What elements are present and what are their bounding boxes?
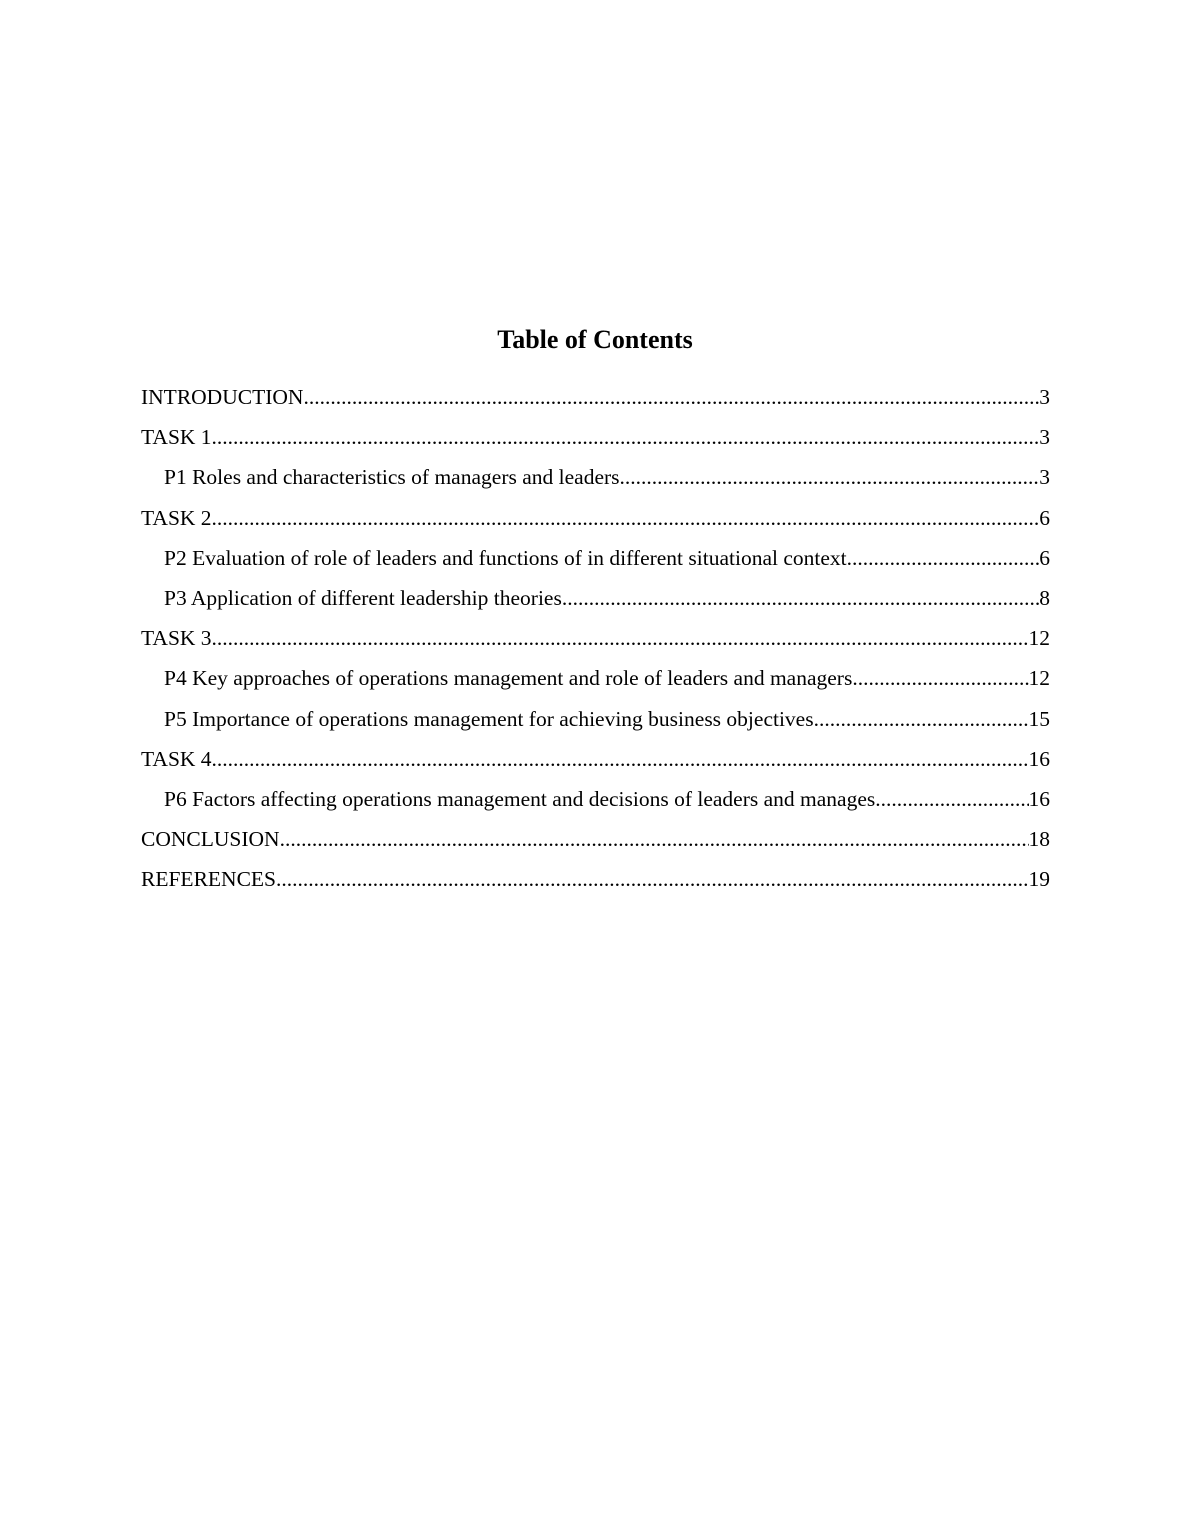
toc-entry-label: P5 Importance of operations management for achieving business objectives <box>164 706 814 731</box>
toc-entry-p5[interactable] <box>141 699 1050 739</box>
dot-leader <box>212 739 1029 779</box>
toc-entry-label: P1 Roles and characteristics of managers and leaders <box>164 465 620 490</box>
toc-entry-p3[interactable] <box>141 578 1050 618</box>
toc-entry-p1[interactable] <box>141 457 1050 497</box>
toc-entry-label: P2 Evaluation of role of leaders and functions of in different situational context <box>164 545 847 570</box>
toc-entry-label: P6 Factors affecting operations management and decisions of leaders and manages <box>164 786 876 811</box>
dot-leader <box>303 377 1039 417</box>
dot-leader <box>212 618 1029 658</box>
toc-entry-label: CONCLUSION <box>141 827 280 852</box>
toc-entry-page: 12 <box>1028 626 1050 651</box>
toc-entry-task-4[interactable] <box>141 739 1050 779</box>
dot-leader <box>847 538 1040 578</box>
toc-entry-label: TASK 2 <box>141 505 212 530</box>
toc-entry-page: 16 <box>1028 786 1050 811</box>
toc-entry-label: REFERENCES <box>141 867 276 892</box>
toc-entry-page: 3 <box>1039 385 1050 409</box>
dot-leader <box>620 457 1040 497</box>
toc-entry-page: 6 <box>1039 505 1050 530</box>
toc-entry-label: TASK 1 <box>141 425 212 450</box>
toc-entry-label: P4 Key approaches of operations management and role of leaders and managers <box>164 666 853 691</box>
dot-leader <box>212 417 1040 457</box>
toc-entry-page: 3 <box>1039 425 1050 450</box>
toc-entry-page: 15 <box>1028 706 1050 731</box>
toc-entry-label: TASK 3 <box>141 626 212 651</box>
dot-leader <box>280 819 1029 859</box>
dot-leader <box>852 658 1028 698</box>
toc-entry-page: 12 <box>1028 666 1050 691</box>
toc-entry-task-1[interactable] <box>141 417 1050 457</box>
toc-entry-task-3[interactable] <box>141 618 1050 658</box>
toc-entry-label: P3 Application of different leadership theories <box>164 585 562 610</box>
toc-entry-label: INTRODUCTION <box>141 385 304 409</box>
toc-entry-label: TASK 4 <box>141 746 212 771</box>
toc-entry-p4[interactable] <box>141 658 1050 698</box>
toc-entry-page: 18 <box>1028 827 1050 852</box>
dot-leader <box>875 779 1028 819</box>
toc-entry-task-2[interactable] <box>141 498 1050 538</box>
toc-title: Table of Contents <box>497 325 693 354</box>
toc-entry-p6[interactable] <box>141 779 1050 819</box>
dot-leader <box>212 498 1040 538</box>
toc-entry-page: 16 <box>1028 746 1050 771</box>
dot-leader <box>276 859 1029 899</box>
dot-leader <box>562 578 1039 618</box>
toc-entry-page: 3 <box>1039 465 1050 490</box>
toc-entry-page: 19 <box>1028 867 1050 892</box>
toc-entry-conclusion[interactable] <box>141 819 1050 859</box>
toc-list <box>141 377 1050 899</box>
toc-entry-references[interactable] <box>141 859 1050 899</box>
toc-entry-page: 6 <box>1039 545 1050 570</box>
dot-leader <box>814 699 1029 739</box>
toc-entry-page: 8 <box>1039 585 1050 610</box>
toc-entry-p2[interactable] <box>141 538 1050 578</box>
toc-entry-introduction[interactable] <box>141 377 1050 417</box>
